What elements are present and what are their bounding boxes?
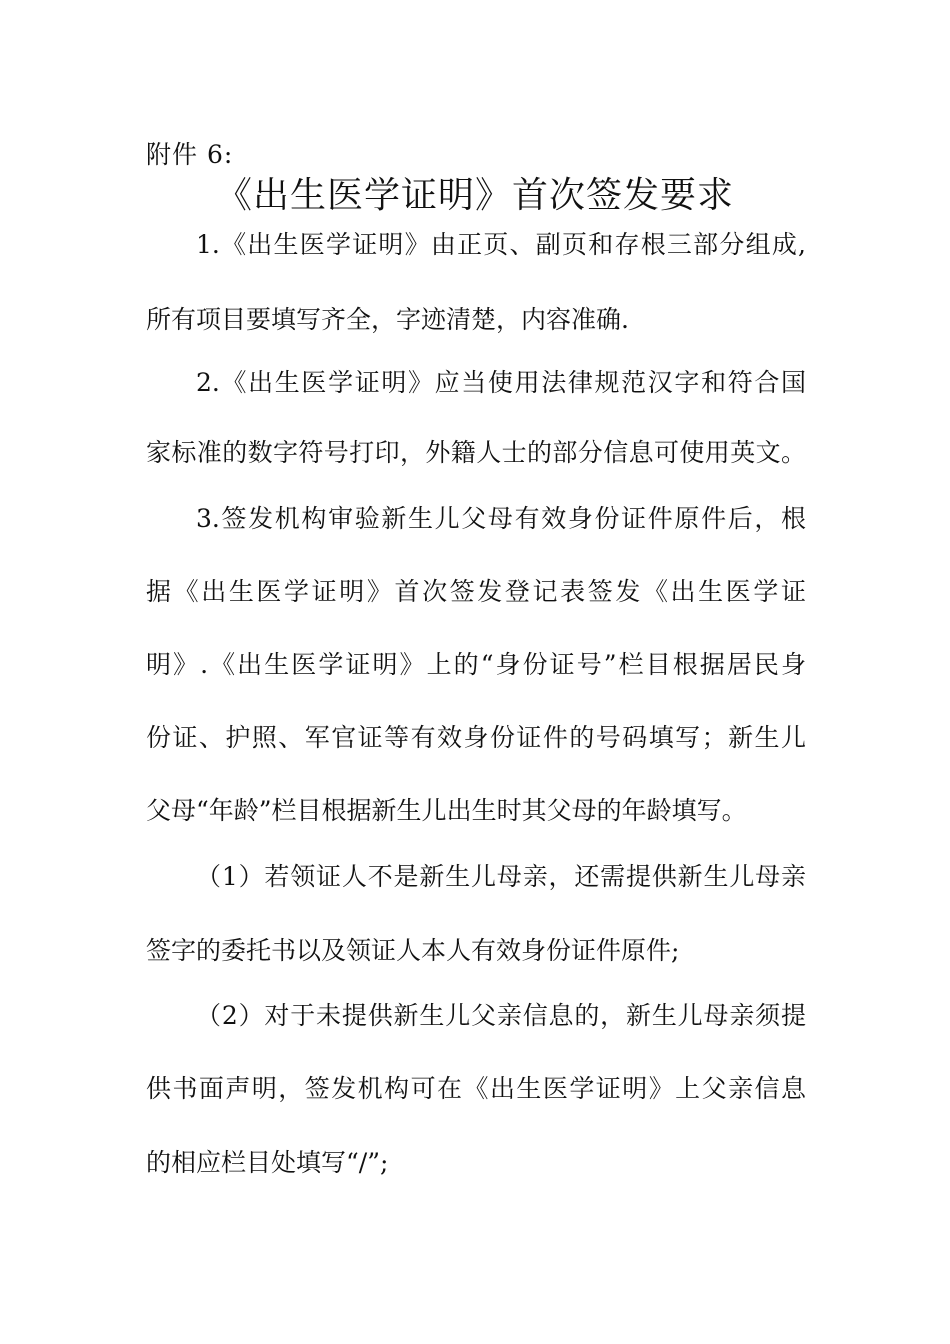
paragraph-2-line-2: 家标准的数字符号打印，外籍人士的部分信息可使用英文。 [146,438,806,467]
item-2-line-1: （2）对于未提供新生儿父亲信息的，新生儿母亲须提 [196,1001,806,1030]
paragraph-3-line-5: 父母“年龄”栏目根据新生儿出生时其父母的年龄填写。 [146,796,747,825]
document-title: 《出生医学证明》首次签发要求 [215,175,734,216]
paragraph-1-line-2: 所有项目要填写齐全，字迹清楚，内容准确. [146,305,629,334]
item-2-line-3: 的相应栏目处填写“/”; [146,1148,389,1177]
attachment-label: 附件 6: [146,140,234,169]
paragraph-3-line-1: 3.签发机构审验新生儿父母有效身份证件原件后，根 [196,504,806,533]
item-1-line-2: 签字的委托书以及领证人本人有效身份证件原件; [146,936,680,965]
paragraph-3-line-4: 份证、护照、军官证等有效身份证件的号码填写；新生儿 [146,723,806,752]
paragraph-3-line-3: 明》.《出生医学证明》上的“身份证号”栏目根据居民身 [146,650,806,679]
item-1-line-1: （1）若领证人不是新生儿母亲，还需提供新生儿母亲 [196,862,806,891]
paragraph-3-line-2: 据《出生医学证明》首次签发登记表签发《出生医学证 [146,577,806,606]
item-2-line-2: 供书面声明，签发机构可在《出生医学证明》上父亲信息 [146,1074,806,1103]
paragraph-2-line-1: 2.《出生医学证明》应当使用法律规范汉字和符合国 [196,368,806,397]
paragraph-1-line-1: 1.《出生医学证明》由正页、副页和存根三部分组成, [196,230,806,259]
